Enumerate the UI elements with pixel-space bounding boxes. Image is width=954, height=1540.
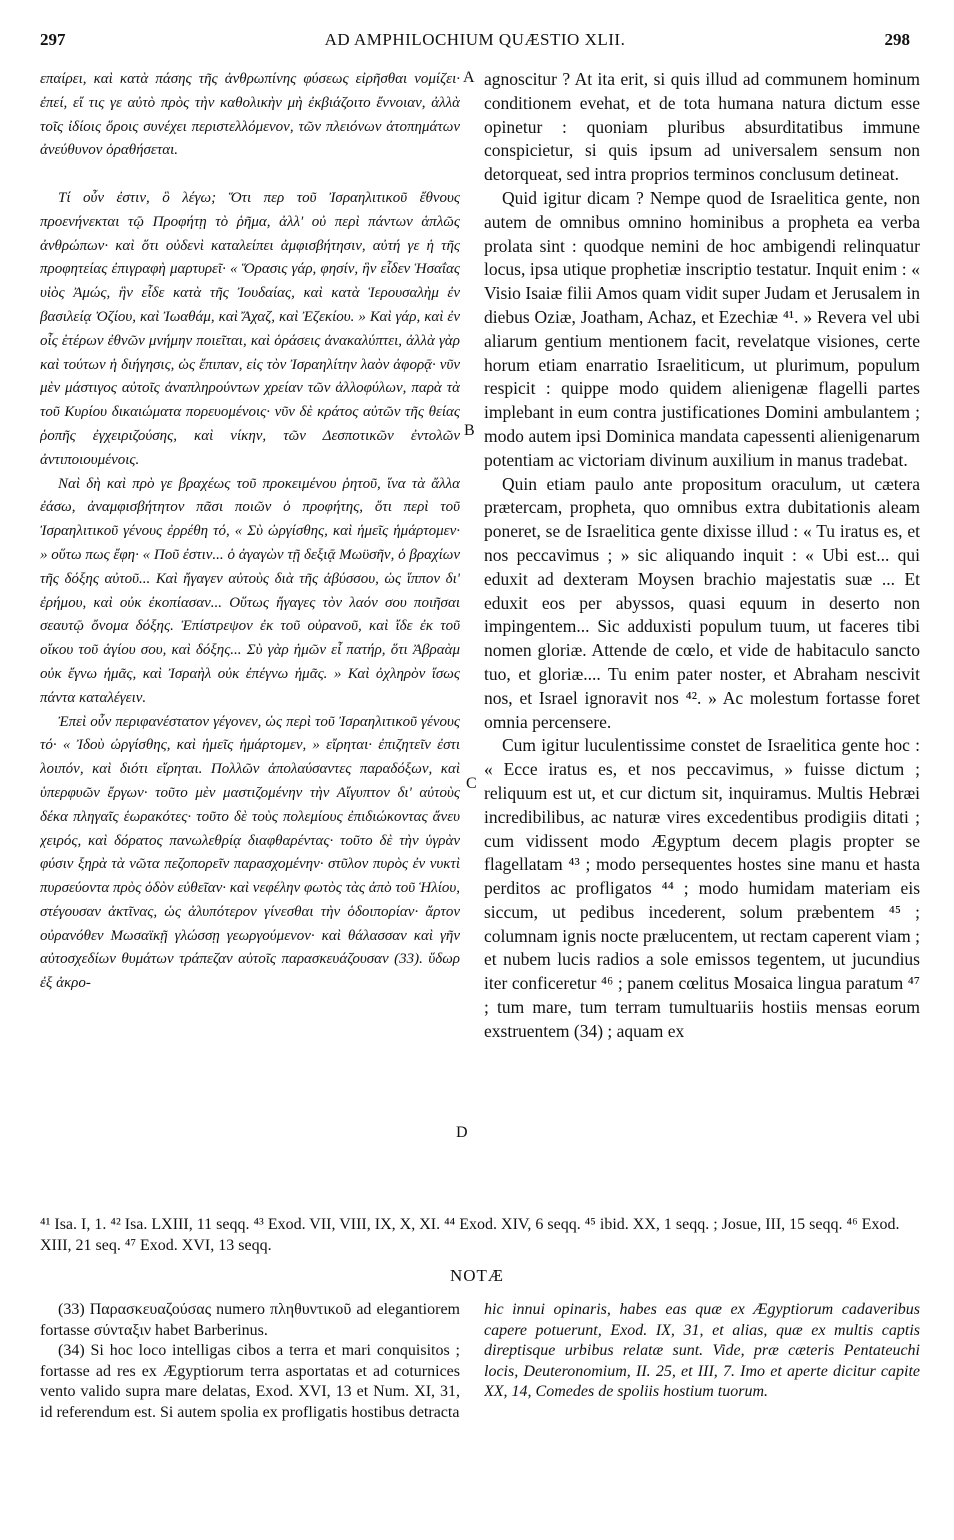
greek-paragraph: Ναὶ δὴ καὶ πρὸ γε βραχέως τοῦ προκειμένου ῥητοῦ, ἵνα τὰ ἄλλα ἐάσω, ἀναμφισβήτητον πᾶσι ποιῶν ὁ προφήτης, ὅτι περὶ τοῦ Ἰσραηλιτικοῦ γένους ἐρρέθη τό, « Σὺ ὠργίσθης, καὶ ἡμεῖς ἡμάρτομεν· » οὕτω πως ἔφη· « Ποῦ ἐστιν... ὁ ἀγαγὼν τῇ δεξιᾷ Μωϋσῆν, ὁ βραχίων τῆς δόξης αὐτοῦ... Καὶ ἤγαγεν αὐτοὺς διὰ τῆς ἀβύσσου, ὡς ἵππον δι' ἐρήμου, καὶ οὐκ ἐκοπίασαν... Οὕτως ἤγαγες τὸν λαόν σου ποιῆσαι σεαυτῷ ὄνομα δόξης. Ἐπίστρεψον ἐκ τοῦ οὐρανοῦ, καὶ ἴδε ἐκ τοῦ οἴκου τοῦ ἁγίου σου, καὶ δόξης... Σὺ γὰρ ἡμῶν εἶ πατήρ, ὅτι Ἀβραὰμ οὐκ ἔγνω ἡμᾶς, καὶ Ἰσραὴλ οὐκ ἐπέγνω ἡμᾶς. » Καὶ ὀχληρὸν ἴσως πάντα καταλέγειν. [40, 475, 460, 706]
notes-right-column [484, 1300, 920, 1403]
margin-marker-b: B [464, 422, 475, 439]
latin-paragraph: Cum igitur luculentissime constet de Israelitica gente hoc : « Ecce iratus es, et nos peccavimus, » fuisse dictum ; reliquum est ut, et cur dictum sit, inquiramus. Multis Hebræi incredibilibus, ac naturæ vires excedentibus prodigiis ditati ; cum vidissent modo Ægyptum decem plagis propter se flagellatam ⁴³ ; modo persequentes hostes sine manu et hasta perditos ac profligatos ⁴⁴ ; modo humidam materiam eis siccum, ut pedibus incederent, solum præbentem ⁴⁵ ; columnam ignis nocte prælucentem, ut rectam caperent viam ; et nubem lucis radios a sole emissos tegentem, ut jucundius iter conficeretur ⁴⁶ ; panem cœlitus Mosaica lingua paratum ⁴⁷ ; tum mare, tum terram tumultuariis hostiis mensas eorum exstruentem (34) ; aquam ex [484, 735, 920, 1041]
notes-left-column [40, 1300, 460, 1423]
greek-paragraph: Τί οὖν ἐστιν, ὃ λέγω; Ὅτι περ τοῦ Ἰσραηλιτικοῦ ἔθνους προενήνεκται τῷ Προφήτῃ τὸ ῥῆμα, ἀλλ' οὐ περὶ πάντων ἁπλῶς ἀνθρώπων· καὶ ὅτι οὐδενὶ καταλείπει ἀμφισβήτησιν, αὐτή γε ἡ τῆς προφητείας ἐπιγραφὴ μαρτυρεῖ· « Ὅρασις γάρ, φησίν, ἣν εἶδεν Ἡσαΐας υἱὸς Ἀμώς, ἣν εἶδε κατὰ τῆς Ἰουδαίας, καὶ κατὰ Ἱερουσαλὴμ ἐν βασιλείᾳ Ὀζίου, καὶ Ἰωαθάμ, καὶ Ἄχαζ, καὶ Ἐζεκίου. » Καὶ γάρ, καὶ ἐν οἷς ἑτέρων ἐθνῶν μνήμην ποιεῖται, καὶ ὁράσεις ἀνακαλύπτει, ἀλλὰ γὰρ καὶ τούτων ἡ διήγησις, ὡς ἔπιπαν, εἰς τὸν Ἰσραηλίτην λαὸν ἀφορᾷ· νῦν μὲν μάστιγος αὐτοῖς ἀναπληρούντων χρείαν τῶν ἀλλοφύλων, παρὰ τὰ τοῦ Κυρίου δικαιώματα πορευομένοις· νῦν δὲ κράτος αὐτῶν τῆς θείας ῥοπῆς ἐγχειριζούσης, καὶ νίκην, τῶν Δεσποτικῶν ἐντολῶν ἀντιποιουμένοις. [40, 189, 460, 468]
latin-paragraph: Quin etiam paulo ante propositum oraculum, ut cætera prætercam, propheta, quo omnibus extra dubitationis aleam poneret, se de Israelitica gente dixisse illud : « Tu iratus es, et nos peccavimus ; » sic aliquando inquit : « Ubi est... qui eduxit ad dexteram Moysen brachio majestatis suæ ... Et eduxit eos per abyssos, quasi equum in deserto non impingentem... Sic adduxisti populum tuum, ut faceres tibi nomen gloriæ. Attende de cœlo, et vide de habitaculo sancto tuo, et gloriæ.... Tu enim pater noster, et Abraham nescivit nos, et Israel ignoravit nos ⁴². » Ac molestum fortasse foret omnia percensere. [484, 473, 920, 732]
note-34-continued: hic innui opinaris, habes eas quæ ex Ægyptiorum cadaveribus capere potuerunt, Exod. IX, 31, et alias, quæ ex multis captis direptisque urbibus relatæ sunt. Vide, præ cæteris Pentateuchi locis, Deuteronomium, II. 25, et III, 7. Imo et aperte dicitur capite XX, 14, Comedes de spoliis hostium tuorum. [484, 1301, 920, 1400]
greek-paragraph: επαίρει, καὶ κατὰ πάσης τῆς ἀνθρωπίνης φύσεως εἰρῆσθαι νομίζει· ἐπεί, εἴ τις γε αὐτὸ πρὸς τὴν καθολικὴν μὴ ἐκβιάζοιτο ἔννοιαν, ἀλλὰ τοῖς ἰδίοις ὅροις συνέχει περιστελλόμενον, τῶν πλειόνων ἀτοπημάτων ἀνεύθυνον ὁραθήσεται. [40, 71, 460, 159]
margin-marker-a: A [463, 69, 475, 86]
latin-paragraph: Quid igitur dicam ? Nempe quod de Israelitica gente, non autem de omnibus omnino hominibus a propheta ea verba prolata sint : quodque nemini de hoc ambigendi relinquatur locus, ipsa utique prophetiæ inscriptio testatur. Inquit enim : « Visio Isaiæ filii Amos quam vidit super Judam et Jerusalem in diebus Oziæ, Joatham, Achaz, et Ezechiæ ⁴¹. » Revera vel ubi aliarum gentium mentionem facit, revelatque visiones, certe horum etiam enarratio Israeliticum, ut plurimum, populum respicit : quippe modo quidem alienigenæ flagelli partes implebant in eum contra justificationes Domini ambulantem ; modo autem ipsi Dominica mandata capessenti alienigenarum potentiam ac victoriam divinum auxilium in manus tradebat. [484, 187, 920, 470]
right-page-number: 298 [884, 30, 910, 49]
margin-marker-c: C [466, 775, 477, 792]
latin-paragraph: agnoscitur ? At ita erit, si quis illud ad communem hominum conditionem evehat, et de tota humana natura dictum esse opinetur : quoniam pluribus absurditatibus immune conspicietur, si quis ipsum ad universalem sensum non detorqueat, sed intra proprios terminos conclusum detineat. [484, 69, 920, 185]
left-page-number: 297 [40, 30, 66, 49]
running-title: AD AMPHILOCHIUM QUÆSTIO XLII. [324, 30, 626, 49]
footnote-references [40, 1214, 920, 1256]
greek-paragraph: Ἐπεὶ οὖν περιφανέστατον γέγονεν, ὡς περὶ τοῦ Ἰσραηλιτικοῦ γένους τό· « Ἰδοὺ ὠργίσθης, καὶ ἡμεῖς ἡμάρτομεν, » εἴρηται· ἐπιζητεῖν ἐστι λοιπόν, καὶ διότι εἴρηται. Πολλῶν ἀπολαύσαντες παραδόξων, καὶ ὑπερφυῶν ἔργων· τοῦτο μὲν μαστιζομένην τὴν Αἴγυπτον δι' αὐτοὺς δέκα πληγαῖς ἑωρακότες· τοῦτο δὲ τοὺς πολεμίους ἐπιδιώκοντας ἄνευ χειρός, καὶ δόρατος πανωλεθρίᾳ διαφθαρέντας· τοῦτο δὲ τὴν ὑγρὰν φύσιν ξηρὰ τὰ νῶτα πεζοπορεῖν παρασχομένην· στῦλον πυρὸς ἐν νυκτὶ πυρσεύοντα πρὸς ὁδὸν εὐθεῖαν· καὶ νεφέλην φωτὸς τὰς ἀπὸ τοῦ Ἡλίου, στέγουσαν ἀκτῖνας, ὡς ἀλυπότερον γίνεσθαι τὴν ὁδοιπορίαν· ἄρτον οὐρανόθεν Μωσαϊκῇ γλώσσῃ γεωργούμενον· καὶ θάλασσαν καὶ γῆν αὐτοσχεδίων θυμάτων τράπεζαν αὐτοῖς παρασκευάζουσαν (33). ὕδωρ ἐξ ἀκρο- [40, 713, 460, 992]
note-34: (34) Si hoc loco intelligas cibos a terra et mari conquisitos ; fortasse ad res ex Ægyptiorum terra asportatas et ad coturnices vento valido supra mare delatas, Exod. XVI, 13 et Num. XI, 31, id referendum est. Si autem spolia ex profligatis hostibus detracta [40, 1342, 460, 1421]
latin-column [484, 68, 920, 1044]
margin-marker-d: D [456, 1124, 468, 1141]
note-33: (33) Παρασκευαζούσας numero πληθυντικοῦ ad elegantiorem fortasse σύνταξιν habet Barberinus. [40, 1301, 460, 1339]
greek-column [40, 68, 460, 996]
footnote-reference-text: ⁴¹ Isa. I, 1. ⁴² Isa. LXIII, 11 seqq. ⁴³ Exod. VII, VIII, IX, X, XI. ⁴⁴ Exod. XIV, 6 seqq. ⁴⁵ ibid. XX, 1 seqq. ; Josue, III, 15 seqq. ⁴⁶ Exod. XIII, 21 seq. ⁴⁷ Exod. XVI, 13 seqq. [40, 1216, 900, 1254]
notae-heading: NOTÆ [449, 1266, 505, 1285]
running-header [40, 30, 910, 54]
